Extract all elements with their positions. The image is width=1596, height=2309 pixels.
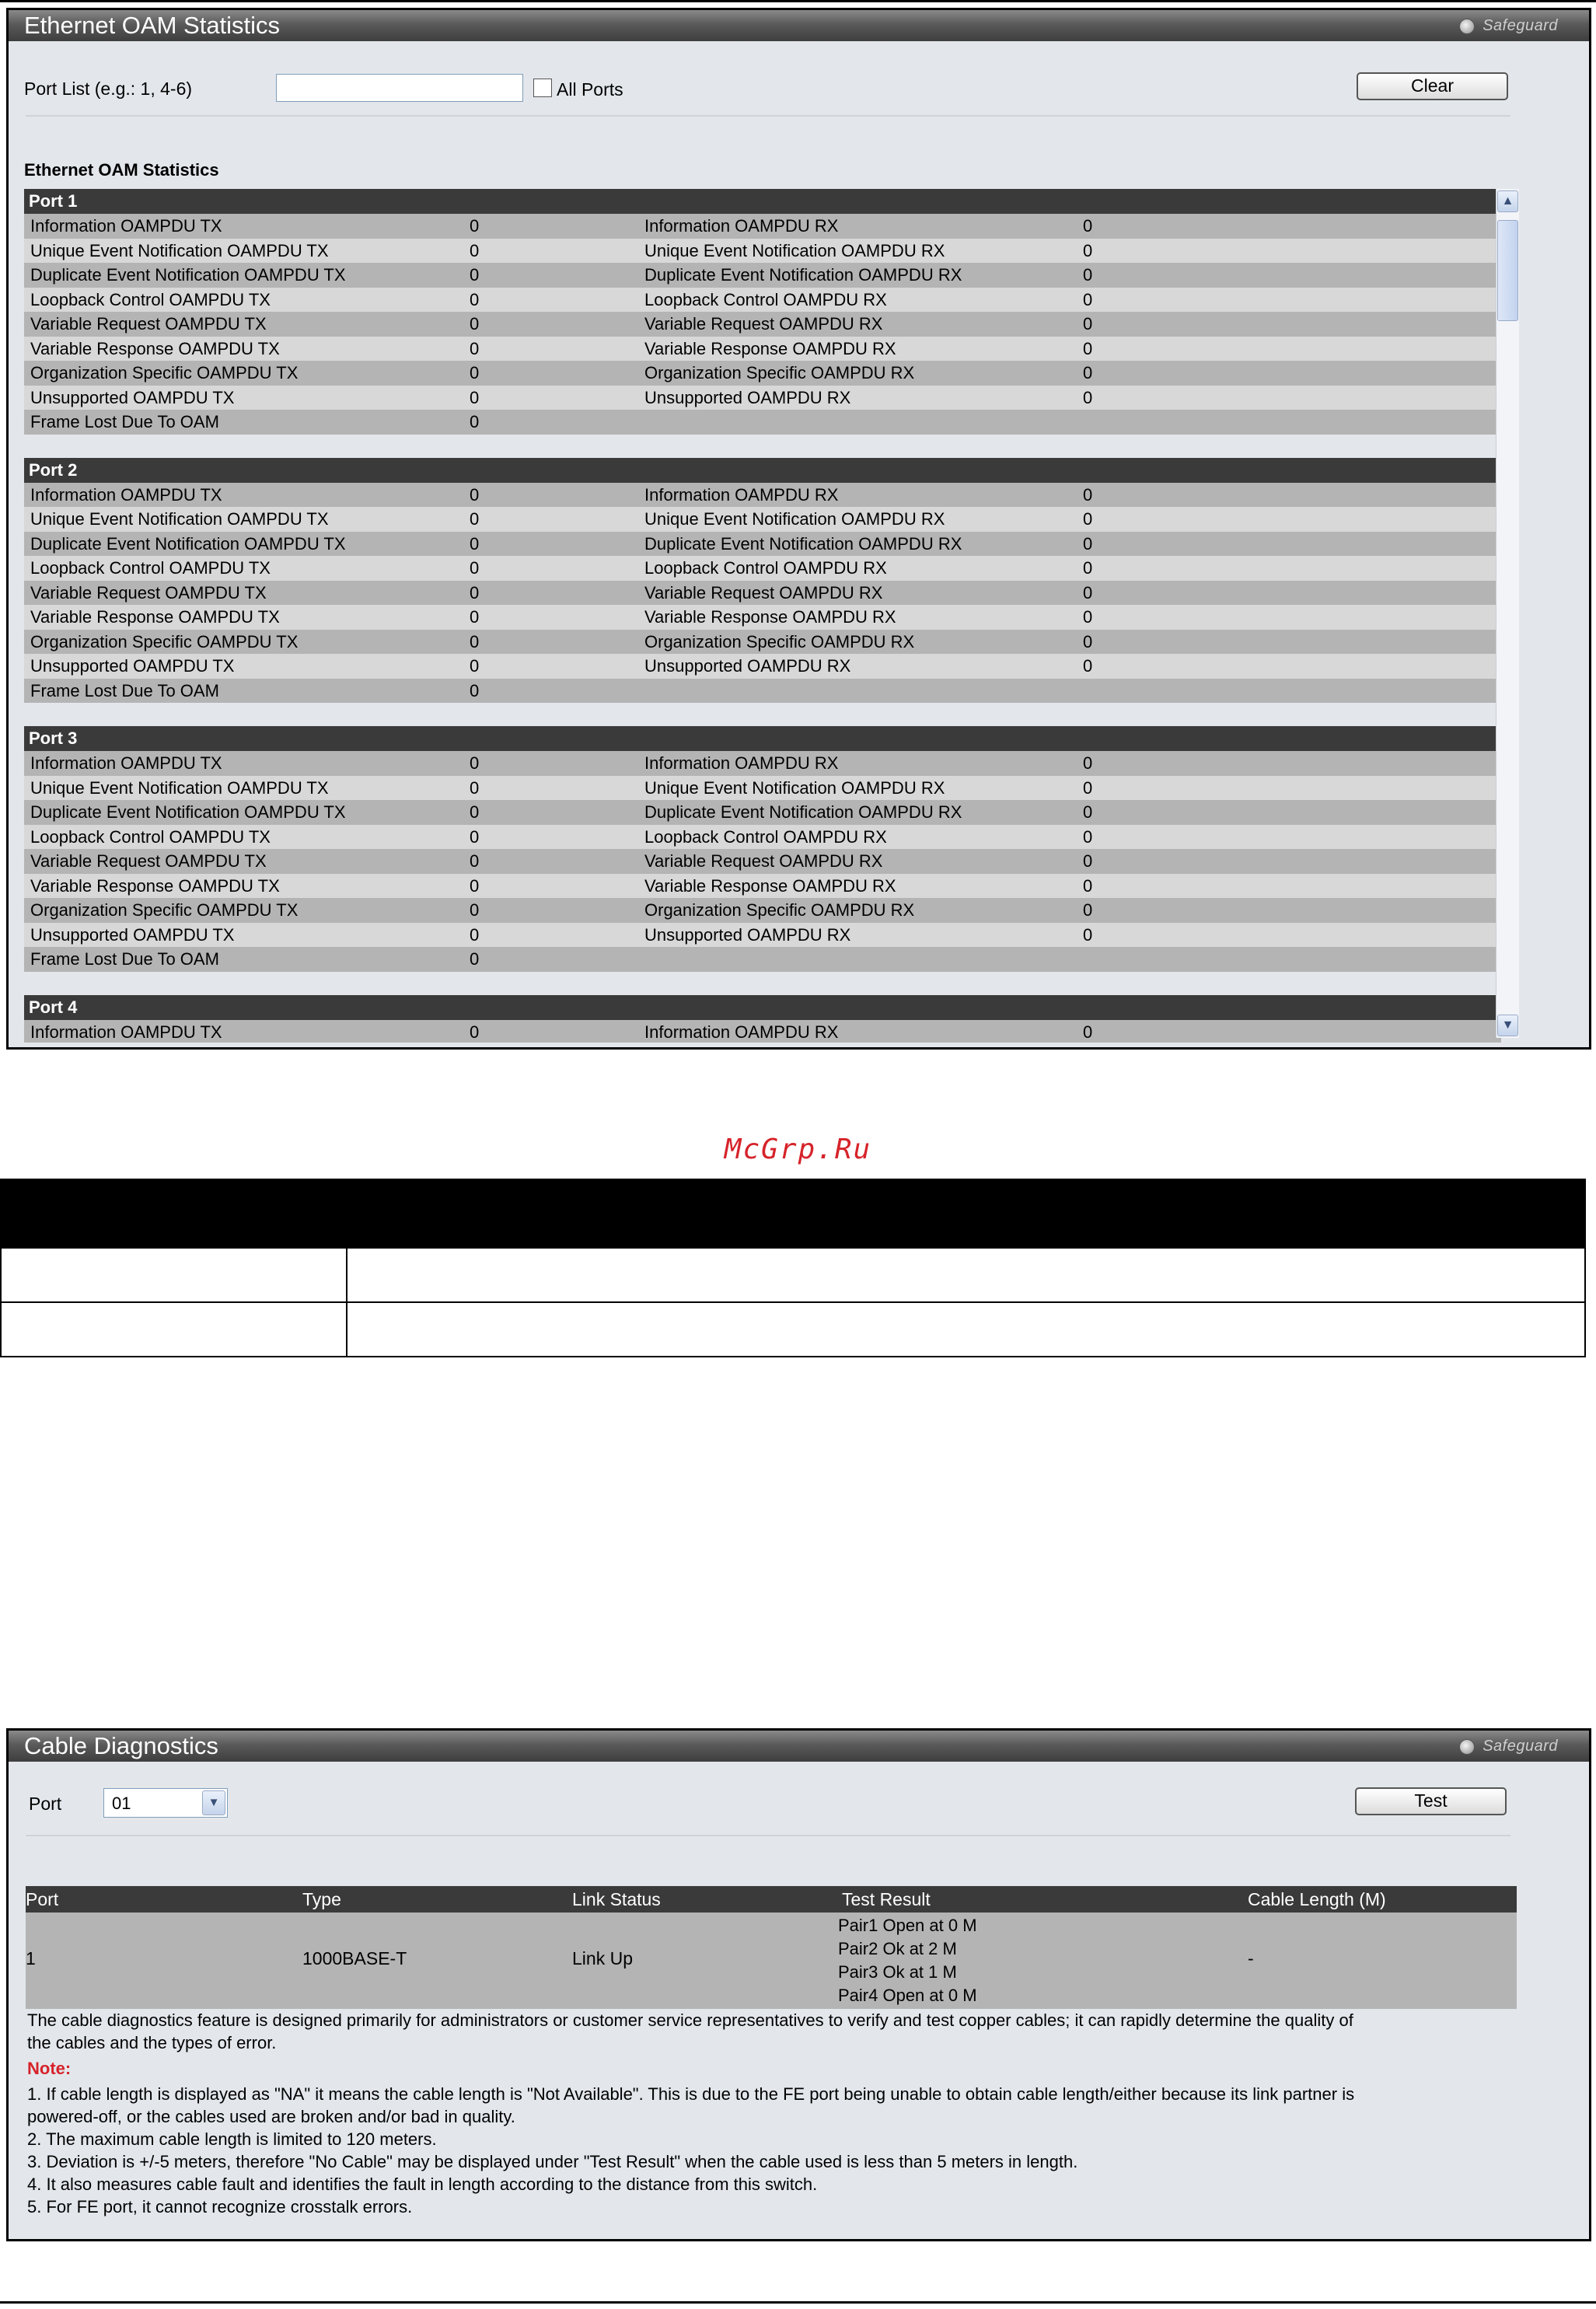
port-select-label: Port xyxy=(29,1794,62,1814)
rx-label: Information OAMPDU RX xyxy=(644,753,839,773)
oam-separator xyxy=(26,115,1510,117)
rx-value: 0 xyxy=(1083,314,1093,334)
port-stats-header: Port 4 xyxy=(24,995,1501,1020)
rx-label: Loopback Control OAMPDU RX xyxy=(644,826,887,847)
cable-description-line: The cable diagnostics feature is designed primarily for administrators or customer service representatives to verify and test copper cables; it can rapidly determine the quality of xyxy=(27,2010,1353,2030)
table-row xyxy=(24,532,1501,557)
tx-value: 0 xyxy=(470,777,480,798)
tx-value: 0 xyxy=(470,631,480,651)
safeguard-label: Safeguard xyxy=(1482,1738,1558,1755)
table-row xyxy=(26,1913,1517,2009)
test-button[interactable]: Test xyxy=(1355,1787,1507,1815)
table-row xyxy=(24,483,1501,508)
tx-label: Organization Specific OAMPDU TX xyxy=(30,631,299,651)
table-row xyxy=(24,849,1501,874)
rx-label: Loopback Control OAMPDU RX xyxy=(644,289,887,309)
tx-label: Unsupported OAMPDU TX xyxy=(30,924,235,945)
table-row xyxy=(24,556,1501,581)
cell-test-result xyxy=(838,1914,977,2007)
table-row xyxy=(24,263,1501,288)
tx-label: Frame Lost Due To OAM xyxy=(30,680,219,700)
rx-label: Variable Request OAMPDU RX xyxy=(644,582,883,603)
cell-cable-length: - xyxy=(1248,1948,1254,1968)
test-result-line: Pair3 Ok at 1 M xyxy=(838,1962,957,1982)
table-row xyxy=(24,874,1501,899)
port-stats-rows xyxy=(24,751,1501,972)
port-stats-rows xyxy=(24,214,1501,435)
tx-value: 0 xyxy=(470,826,480,847)
tx-label: Variable Request OAMPDU TX xyxy=(30,851,267,871)
rx-label: Unsupported OAMPDU RX xyxy=(644,656,851,676)
table-row xyxy=(24,630,1501,655)
table-row xyxy=(24,214,1501,239)
rx-value: 0 xyxy=(1083,558,1093,578)
watermark-text: McGrp.Ru xyxy=(724,1134,872,1165)
page-bottom-rule xyxy=(0,2301,1596,2304)
tx-value: 0 xyxy=(470,265,480,285)
tx-value: 0 xyxy=(470,656,480,676)
safeguard-icon xyxy=(1459,1739,1475,1755)
note-line: 4. It also measures cable fault and identifies the fault in length according to the distance from this switch. xyxy=(27,2175,818,2194)
note-label: Note: xyxy=(27,2059,72,2078)
port-stats-header: Port 1 xyxy=(24,189,1501,214)
table-row xyxy=(24,654,1501,679)
port-list-label: Port List (e.g.: 1, 4-6) xyxy=(24,79,193,99)
port-select-value: 01 xyxy=(112,1794,131,1813)
tx-value: 0 xyxy=(470,484,480,505)
rx-value: 0 xyxy=(1083,363,1093,383)
rx-value: 0 xyxy=(1083,338,1093,358)
rx-value: 0 xyxy=(1083,484,1093,505)
col-test-result: Test Result xyxy=(842,1889,931,1909)
table-row xyxy=(24,679,1501,704)
tx-value: 0 xyxy=(470,387,480,407)
rx-label: Variable Response OAMPDU RX xyxy=(644,875,896,896)
rx-value: 0 xyxy=(1083,851,1093,871)
all-ports-label: All Ports xyxy=(557,79,623,100)
note-line: 3. Deviation is +/-5 meters, therefore "No Cable" may be displayed under "Test Result" when the cable used is less than 5 meters in length. xyxy=(27,2152,1078,2171)
tx-label: Variable Response OAMPDU TX xyxy=(30,875,280,896)
tx-value: 0 xyxy=(470,412,480,431)
rx-value: 0 xyxy=(1083,656,1093,676)
rx-value: 0 xyxy=(1083,875,1093,896)
tx-label: Unsupported OAMPDU TX xyxy=(30,656,235,676)
cable-panel-header xyxy=(9,1731,1589,1762)
port-stats-rows xyxy=(24,483,1501,704)
tx-value: 0 xyxy=(470,680,480,700)
rx-value: 0 xyxy=(1083,216,1093,236)
cell-port: 1 xyxy=(26,1948,36,1968)
table-row xyxy=(24,1020,1501,1043)
oam-stats-list[interactable] xyxy=(24,189,1501,1043)
table-row xyxy=(24,288,1501,313)
cell-type: 1000BASE-T xyxy=(302,1948,407,1968)
page-top-rule xyxy=(0,0,1596,2)
rx-value: 0 xyxy=(1083,607,1093,627)
rx-value: 0 xyxy=(1083,387,1093,407)
col-link-status: Link Status xyxy=(572,1889,661,1909)
table-row xyxy=(24,776,1501,801)
tx-label: Variable Response OAMPDU TX xyxy=(30,338,280,358)
description-table-cell xyxy=(2,1303,347,1356)
rx-value: 0 xyxy=(1083,802,1093,822)
note-line: 5. For FE port, it cannot recognize crosstalk errors. xyxy=(27,2197,413,2216)
cable-separator xyxy=(26,1835,1510,1836)
port-stats-rows xyxy=(24,1020,1501,1043)
port-select[interactable] xyxy=(103,1788,228,1818)
tx-label: Unique Event Notification OAMPDU TX xyxy=(30,509,329,529)
tx-label: Information OAMPDU TX xyxy=(30,1022,222,1042)
tx-value: 0 xyxy=(470,216,480,236)
tx-value: 0 xyxy=(470,509,480,529)
table-row xyxy=(24,751,1501,776)
rx-label: Duplicate Event Notification OAMPDU RX xyxy=(644,802,962,822)
tx-value: 0 xyxy=(470,949,480,969)
port-list-input[interactable] xyxy=(276,74,523,102)
rx-label: Variable Request OAMPDU RX xyxy=(644,851,883,871)
tx-value: 0 xyxy=(470,363,480,383)
rx-label: Information OAMPDU RX xyxy=(644,484,839,505)
tx-label: Duplicate Event Notification OAMPDU TX xyxy=(30,265,346,285)
tx-label: Variable Request OAMPDU TX xyxy=(30,582,267,603)
rx-label: Duplicate Event Notification OAMPDU RX xyxy=(644,265,962,285)
tx-value: 0 xyxy=(470,875,480,896)
rx-value: 0 xyxy=(1083,826,1093,847)
rx-label: Information OAMPDU RX xyxy=(644,1022,839,1042)
scroll-thumb[interactable] xyxy=(1497,220,1518,321)
safeguard-label: Safeguard xyxy=(1482,17,1558,34)
scroll-up-icon[interactable]: ▲ xyxy=(1497,190,1518,212)
table-row xyxy=(24,337,1501,362)
safeguard-indicator xyxy=(1459,1738,1558,1755)
tx-label: Unique Event Notification OAMPDU TX xyxy=(30,777,329,798)
rx-label: Unsupported OAMPDU RX xyxy=(644,387,851,407)
tx-label: Frame Lost Due To OAM xyxy=(30,412,219,431)
oam-panel xyxy=(6,8,1591,1050)
rx-value: 0 xyxy=(1083,900,1093,920)
note-line: powered-off, or the cables used are broken and/or bad in quality. xyxy=(27,2107,515,2126)
description-table-header xyxy=(2,1180,1584,1247)
rx-value: 0 xyxy=(1083,924,1093,945)
col-port: Port xyxy=(26,1889,59,1909)
tx-label: Loopback Control OAMPDU TX xyxy=(30,826,271,847)
tx-value: 0 xyxy=(470,924,480,945)
rx-value: 0 xyxy=(1083,777,1093,798)
rx-value: 0 xyxy=(1083,753,1093,773)
table-row xyxy=(24,239,1501,264)
tx-value: 0 xyxy=(470,533,480,554)
rx-label: Unsupported OAMPDU RX xyxy=(644,924,851,945)
tx-label: Organization Specific OAMPDU TX xyxy=(30,900,299,920)
oam-section-title: Ethernet OAM Statistics xyxy=(24,160,219,180)
tx-label: Unsupported OAMPDU TX xyxy=(30,387,235,407)
scroll-down-icon[interactable]: ▼ xyxy=(1497,1015,1518,1036)
oam-panel-header xyxy=(9,10,1589,41)
cable-table-header xyxy=(26,1886,1517,1913)
port-stats-header: Port 3 xyxy=(24,726,1501,751)
table-row xyxy=(24,312,1501,337)
note-line: 2. The maximum cable length is limited to 120 meters. xyxy=(27,2129,437,2149)
note-line: 1. If cable length is displayed as "NA" it means the cable length is "Not Available". This is due to the FE port being unable to obtain cable length/either because its link partner is xyxy=(27,2084,1355,2104)
rx-value: 0 xyxy=(1083,289,1093,309)
port-stats-header: Port 2 xyxy=(24,458,1501,483)
tx-value: 0 xyxy=(470,289,480,309)
clear-button[interactable]: Clear xyxy=(1357,72,1508,100)
table-row xyxy=(24,898,1501,923)
rx-label: Organization Specific OAMPDU RX xyxy=(644,631,915,651)
tx-label: Duplicate Event Notification OAMPDU TX xyxy=(30,533,346,554)
rx-label: Variable Request OAMPDU RX xyxy=(644,314,883,334)
port-stats-block xyxy=(24,726,1501,972)
tx-label: Loopback Control OAMPDU TX xyxy=(30,558,271,578)
tx-value: 0 xyxy=(470,1022,480,1042)
oam-panel-title: Ethernet OAM Statistics xyxy=(24,12,281,39)
tx-label: Information OAMPDU TX xyxy=(30,484,222,505)
tx-label: Duplicate Event Notification OAMPDU TX xyxy=(30,802,346,822)
port-stats-block xyxy=(24,995,1501,1043)
description-table-row xyxy=(2,1301,1584,1356)
table-row xyxy=(24,507,1501,532)
table-row xyxy=(24,605,1501,630)
tx-value: 0 xyxy=(470,240,480,260)
description-table-row xyxy=(2,1247,1584,1301)
table-row xyxy=(24,581,1501,606)
tx-label: Variable Response OAMPDU TX xyxy=(30,607,280,627)
test-result-line: Pair2 Ok at 2 M xyxy=(838,1939,957,1958)
tx-label: Frame Lost Due To OAM xyxy=(30,949,219,969)
table-row xyxy=(24,947,1501,972)
tx-value: 0 xyxy=(470,802,480,822)
tx-value: 0 xyxy=(470,338,480,358)
cable-panel xyxy=(6,1728,1591,2241)
table-row xyxy=(24,825,1501,850)
tx-value: 0 xyxy=(470,753,480,773)
rx-value: 0 xyxy=(1083,509,1093,529)
rx-value: 0 xyxy=(1083,240,1093,260)
tx-value: 0 xyxy=(470,851,480,871)
test-result-line: Pair1 Open at 0 M xyxy=(838,1916,977,1935)
tx-label: Variable Request OAMPDU TX xyxy=(30,314,267,334)
rx-value: 0 xyxy=(1083,1022,1093,1042)
tx-value: 0 xyxy=(470,900,480,920)
chevron-down-icon[interactable]: ▼ xyxy=(202,1790,225,1815)
tx-value: 0 xyxy=(470,582,480,603)
port-stats-block xyxy=(24,189,1501,435)
table-row xyxy=(24,410,1501,435)
description-table xyxy=(0,1179,1586,1357)
rx-label: Unique Event Notification OAMPDU RX xyxy=(644,240,945,260)
tx-label: Information OAMPDU TX xyxy=(30,216,222,236)
table-row xyxy=(24,923,1501,948)
all-ports-checkbox[interactable] xyxy=(533,79,552,97)
rx-value: 0 xyxy=(1083,533,1093,554)
tx-label: Organization Specific OAMPDU TX xyxy=(30,363,299,383)
rx-label: Variable Response OAMPDU RX xyxy=(644,338,896,358)
tx-value: 0 xyxy=(470,558,480,578)
rx-label: Duplicate Event Notification OAMPDU RX xyxy=(644,533,962,554)
rx-label: Unique Event Notification OAMPDU RX xyxy=(644,509,945,529)
oam-scrollbar[interactable] xyxy=(1496,189,1519,1038)
tx-label: Unique Event Notification OAMPDU TX xyxy=(30,240,329,260)
tx-value: 0 xyxy=(470,607,480,627)
test-result-line: Pair4 Open at 0 M xyxy=(838,1986,977,2005)
rx-value: 0 xyxy=(1083,631,1093,651)
tx-label: Information OAMPDU TX xyxy=(30,753,222,773)
table-row xyxy=(24,800,1501,825)
tx-value: 0 xyxy=(470,314,480,334)
rx-label: Organization Specific OAMPDU RX xyxy=(644,900,915,920)
col-cable-length: Cable Length (M) xyxy=(1248,1889,1386,1909)
rx-label: Variable Response OAMPDU RX xyxy=(644,607,896,627)
table-row xyxy=(24,386,1501,410)
rx-label: Unique Event Notification OAMPDU RX xyxy=(644,777,945,798)
cable-results-table xyxy=(26,1886,1517,2009)
rx-value: 0 xyxy=(1083,265,1093,285)
cable-description-line: the cables and the types of error. xyxy=(27,2033,277,2052)
safeguard-indicator xyxy=(1459,17,1558,35)
cable-panel-title: Cable Diagnostics xyxy=(24,1732,218,1759)
rx-label: Organization Specific OAMPDU RX xyxy=(644,363,915,383)
rx-label: Information OAMPDU RX xyxy=(644,216,839,236)
rx-value: 0 xyxy=(1083,582,1093,603)
rx-label: Loopback Control OAMPDU RX xyxy=(644,558,887,578)
cell-link-status: Link Up xyxy=(572,1948,633,1968)
safeguard-icon xyxy=(1459,19,1475,34)
description-table-cell xyxy=(2,1249,347,1301)
tx-label: Loopback Control OAMPDU TX xyxy=(30,289,271,309)
table-row xyxy=(24,361,1501,386)
port-stats-block xyxy=(24,458,1501,704)
col-type: Type xyxy=(302,1889,341,1909)
